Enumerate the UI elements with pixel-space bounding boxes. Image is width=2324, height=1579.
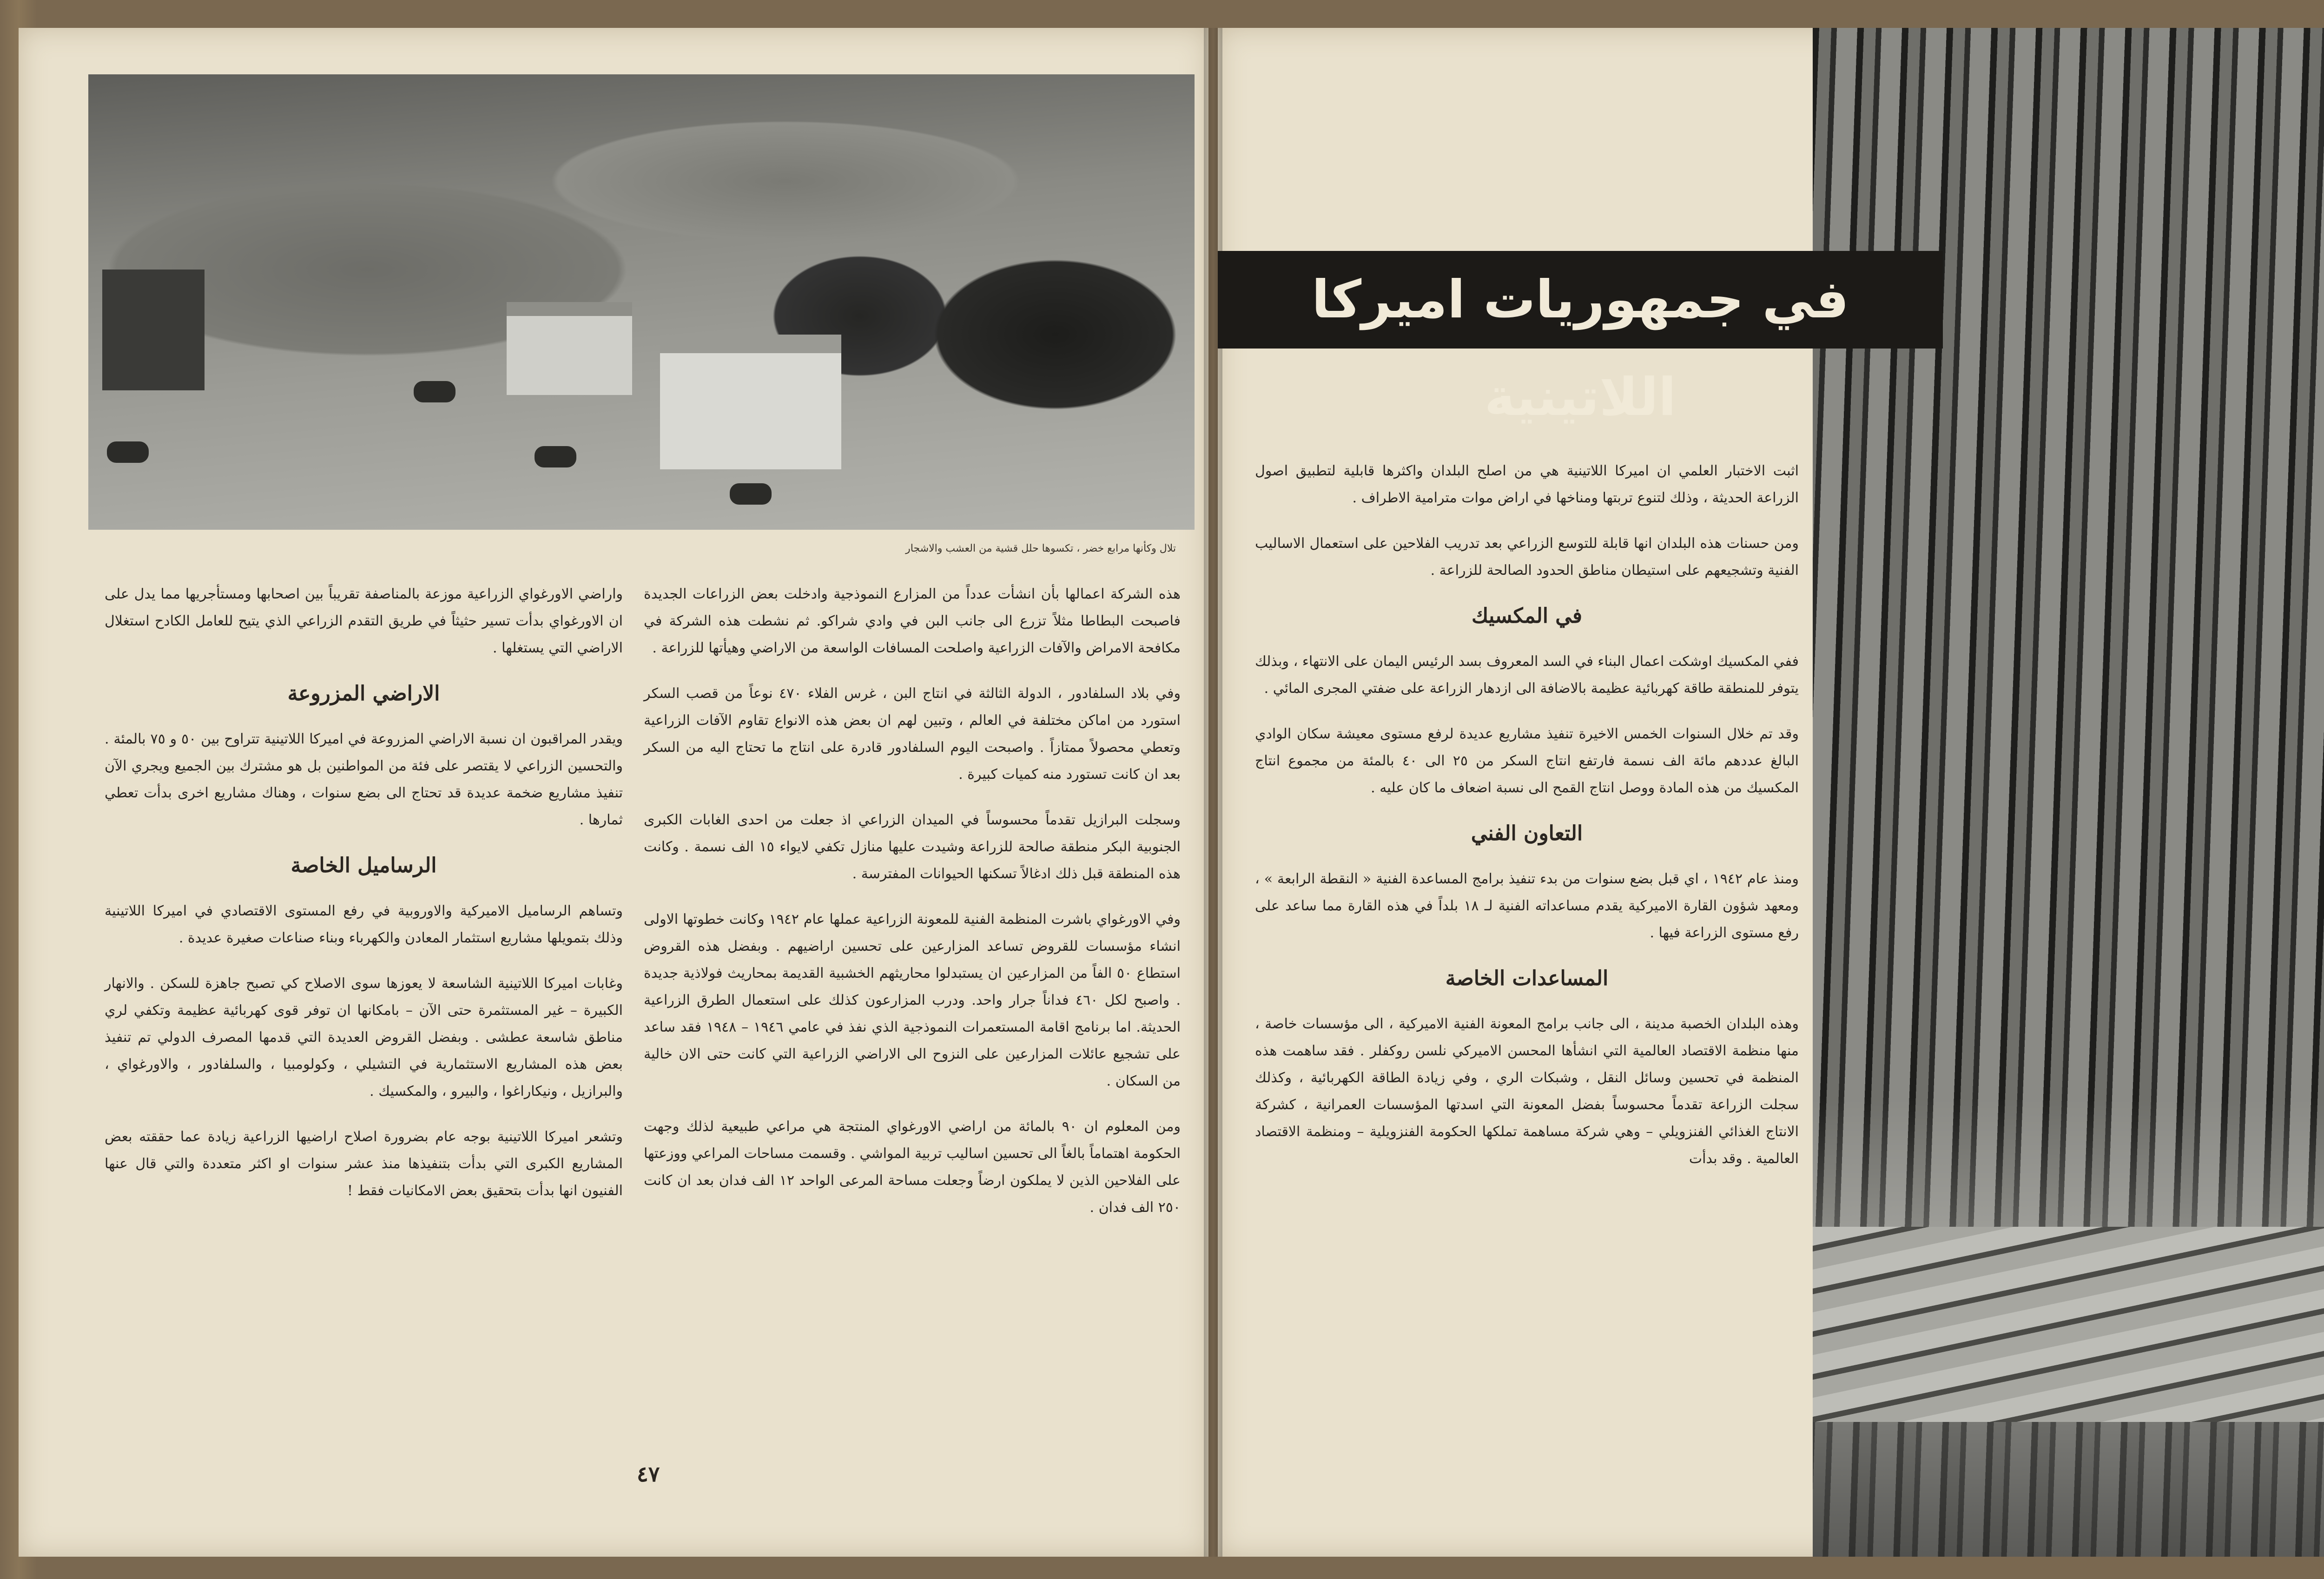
section-heading: التعاون الفني — [1471, 822, 1583, 845]
section-heading: المساعدات الخاصة — [1445, 967, 1609, 990]
section-heading: في المكسيك — [1471, 604, 1582, 628]
photo-caption: تلال وكأنها مرابع خضر ، تكسوها حلل قشية من العشب والاشجار — [905, 543, 1176, 554]
page-number: ٤٧ — [637, 1461, 660, 1487]
cow-image — [107, 441, 149, 463]
section-heading: الرساميل الخاصة — [290, 854, 437, 877]
paragraph: ومن المعلوم ان ٩٠ بالمائة من اراضي الاورغواي المنتجة هي مراعي طبيعية لذلك وجهت الحكومة اهتماماً بالغاً الى تحسين اساليب تربية المواشي . وقسمت مساحات المراعي ووزعتها على الفلاحين الذين لا يملكون ارضاً وجعلت مساحة المرعى الواحد ١٢ الف فدان بعد ان كانت ٢٥٠ الف فدان . — [644, 1118, 1181, 1216]
paragraph: وسجلت البرازيل تقدماً محسوساً في الميدان الزراعي اذ جعلت من احدى الغابات الكبرى الجنوبية البكر منطقة صالحة للزراعة وشيدت عليها منازل تكفي لايواء ١٥ الف نسمة . وكانت هذه المنطقة قبل ذلك ادغالاً تسكنها الحيوانات المفترسة . — [644, 812, 1181, 882]
paragraph: وهذه البلدان الخصبة مدينة ، الى جانب برامج المعونة الفنية الاميركية ، الى مؤسسات خاصة ، منها منظمة الاقتصاد العالمية التي انشأها المحسن الاميركي نلسن روكفلر . فقد ساهمت هذه المنظمة في تحسين وسائل النقل ، وشبكات الري ، وفي زيادة الطاقة الكهربائية ، وكذلك سجلت الزراعة تقدماً محسوساً بفضل المعونة التي اسدتها المؤسسات العمرانية ، كشركة الانتاج الغذائي الفنزويلي – وهي شركة مساهمة تملكها الحكومة الفنزويلية – ومنظمة الاقتصاد العالمية . وقد بدأت — [1255, 1016, 1799, 1167]
left-page-column-right — [644, 581, 1181, 1240]
farm-landscape-photo — [88, 74, 1195, 530]
barn-image — [102, 270, 205, 390]
right-page-column — [1255, 458, 1799, 1191]
paragraph: ويقدر المراقبون ان نسبة الاراضي المزروعة في اميركا اللاتينية تتراوح بين ٥٠ و ٧٥ بالمئة . والتحسين الزراعي لا يقتصر على فئة من المواطنين بل هو مشترك بين الجميع ويجري الآن تنفيذ مشاريع ضخمة عديدة قد تحتاج الى بضع سنوات ، وهناك مشاريع اخرى بدأت تعطي ثمارها . — [105, 731, 623, 828]
cow-image — [730, 483, 772, 505]
paragraph: وفي بلاد السلفادور ، الدولة الثالثة في انتاج البن ، غرس الفلاء ٤٧٠ نوعاً من قصب السكر استورد من اماكن مختلفة في العالم ، وتبين لهم ان بعض هذه الانواع تقاوم الآفات الزراعية وتعطي محصولاً ممتازاً . واصبحت اليوم السلفادور قادرة على انتاج ما تحتاج اليه من السكر بعد ان كانت تستورد منه كميات كبيرة . — [644, 685, 1181, 783]
paragraph: وتساهم الرساميل الاميركية والاوروبية في رفع المستوى الاقتصادي في اميركا اللاتينية وذلك بتمويلها مشاريع استثمار المعادن والكهرباء وبناء صناعات صغيرة عديدة . — [105, 903, 623, 946]
paragraph: اثبت الاختبار العلمي ان اميركا اللاتينية هي من اصلح البلدان واكثرها قابلية لتطبيق اصول الزراعة الحديثة ، وذلك لتنوع تربتها ومناخها في اراض موات مترامية الاطراف . — [1255, 463, 1799, 506]
paragraph: وقد تم خلال السنوات الخمس الاخيرة تنفيذ مشاريع عديدة لرفع مستوى معيشة سكان الوادي البالغ عددهم مائة الف نسمة فارتفع انتاج السكر من ٢٥ الى ٤٠ بالمئة من مجموع انتاج المكسيك من هذه المادة ووصل انتاج القمح الى نسبة اضعاف ما كان عليه . — [1255, 726, 1799, 796]
paragraph: وتشعر اميركا اللاتينية بوجه عام بضرورة اصلاح اراضيها الزراعية زيادة عما حققته بعض المشاريع الكبرى التي بدأت بتنفيذها منذ عشر سنوات او اكثر متعددة والتي قال عنها الفنيون انها بدأت بتحقيق بعض الامكانيات فقط ! — [105, 1129, 623, 1199]
paragraph: واراضي الاورغواي الزراعية موزعة بالمناصفة تقريباً بين اصحابها ومستأجريها مما يدل على ان الاورغواي بدأت تسير حثيثاً في طريق التقدم الزراعي الذي يتيح للعامل الكادح استغلال الاراضي التي يستغلها . — [105, 586, 623, 656]
fallen-logs-image — [1813, 1227, 2324, 1422]
page-title: في جمهوريات اميركا اللاتينية — [1311, 270, 1849, 428]
section-heading: الاراضي المزروعة — [287, 682, 440, 705]
cow-image — [414, 381, 456, 402]
paragraph: وغابات اميركا اللاتينية الشاسعة لا يعوزها سوى الاصلاح كي تصبح جاهزة للسكن . والانهار الكبيرة – غير المستثمرة حتى الآن – بامكانها ان توفر قوى كهربائية عظيمة وتكفي لري مناطق شاسعة عطشى . وبفضل القروض العديدة التي قدمها المصرف الدولي تم تنفيذ بعض هذه المشاريع الاستثمارية في التشيلي ، وكولومبيا ، والسلفادور ، والاورغواي ، والبرازيل ، ونيكاراغوا ، والبيرو ، والمكسيك . — [105, 975, 623, 1099]
paragraph: ومن حسنات هذه البلدان انها قابلة للتوسع الزراعي بعد تدريب الفلاحين على استعمال الاساليب الفنية وتشجيعهم على استيطان مناطق الحدود الصالحة للزراعة . — [1255, 535, 1799, 579]
farmhouse-small-image — [507, 302, 632, 395]
cow-image — [535, 446, 576, 467]
farmhouse-large-image — [660, 335, 841, 469]
paragraph: ففي المكسيك اوشكت اعمال البناء في السد المعروف بسد الرئيس اليمان على الانتهاء ، وبذلك يتوفر للمنطقة طاقة كهربائية عظيمة بالاضافة الى ازدهار الزراعة على ضفتي المجرى المائي . — [1255, 653, 1799, 697]
left-page-column-left — [105, 581, 623, 1223]
paragraph: ومنذ عام ١٩٤٢ ، اي قبل بضع سنوات من بدء تنفيذ برامج المساعدة الفنية « النقطة الرابعة » ، ومعهد شؤون القارة الاميركية يقدم مساعداته الفنية لـ ١٨ بلداً في هذه القارة مما ساعد على رفع مستوى الزراعة فيها . — [1255, 871, 1799, 941]
paragraph: هذه الشركة اعمالها بأن انشأت عدداً من المزارع النموذجية وادخلت بعض الزراعات الجديدة فاصبحت البطاطا مثلاً تزرع الى جانب البن في وادي شراكو. ثم نشطت هذه الشركة في مكافحة الامراض والآفات الزراعية واصلحت المسافات الواسعة من الاراضي وهيأتها للزراعة . — [644, 586, 1181, 656]
paragraph: وفي الاورغواي باشرت المنظمة الفنية للمعونة الزراعية عملها عام ١٩٤٢ وكانت خطوتها الاولى انشاء مؤسسات للقروض تساعد المزارعين على تحسين اراضيهم . وبفضل هذه القروض استطاع ٥٠ الفاً من المزارعين ان يستبدلوا محاريثهم الخشبية القديمة بمحاريث فولاذية جديدة . واصبح لكل ٤٦٠ فداناً جرار واحد. ودرب المزارعون كذلك على استعمال الطرق الزراعية الحديثة. اما برنامج اقامة المستعمرات النموذجية الذي نفذ في عامي ١٩٤٦ – ١٩٤٨ فقد ساعد على تشجيع عائلات المزارعين على النزوح الى الاراضي الزراعية التي كانت حتى الان خالية من السكان . — [644, 911, 1181, 1089]
